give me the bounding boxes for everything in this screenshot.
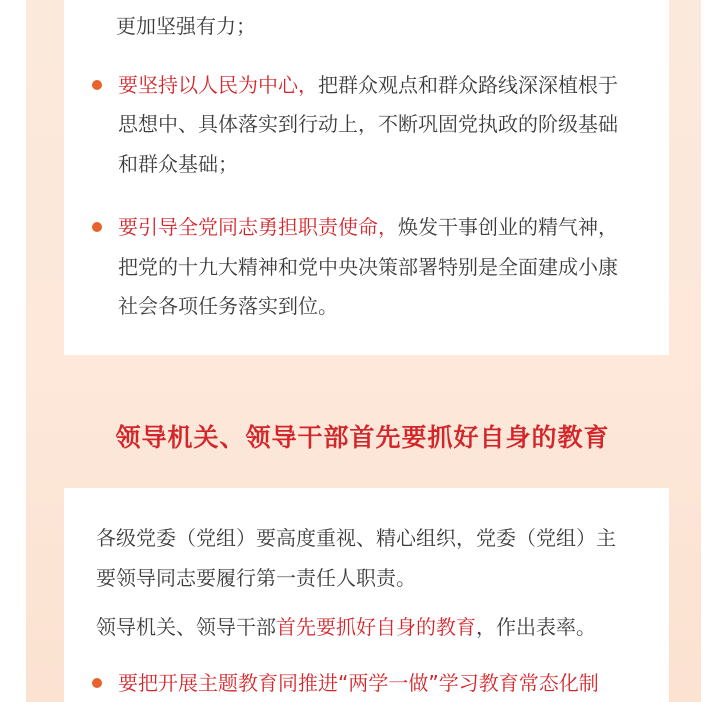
bullet-1-line-3: 和群众基础； [118,152,238,176]
bullet-2-rest: 焕发干事创业的精气神， [398,215,618,239]
bullet-dot-icon [92,80,102,90]
paragraph-2-prefix: 领导机关、领导干部 [96,615,276,639]
continuation-line: 更加坚强有力； [116,14,256,38]
bullet-1-line-1 [118,67,618,103]
section-heading: 领导机关、领导干部首先要抓好自身的教育 [115,423,610,452]
bottom-content-card [64,488,669,702]
paragraph-2-emphasis: 首先要抓好自身的教育 [276,615,476,639]
bullet-3-line-1: 要把开展主题教育同推进“两学一做”学习教育常态化制 [118,671,599,695]
top-content-card [64,0,669,355]
bullet-2-emphasis: 要引导全党同志勇担职责使命， [118,215,398,239]
bullet-1-rest: 把群众观点和群众路线深深植根于 [318,73,618,97]
bullet-1-emphasis: 要坚持以人民为中心， [118,73,318,97]
paragraph-1-line-2: 要领导同志要履行第一责任人职责。 [96,566,416,590]
paragraph-2-suffix: ，作出表率。 [476,615,596,639]
bullet-dot-icon [92,222,102,232]
bullet-2-line-3: 社会各项任务落实到位。 [118,294,338,318]
paragraph-1-line-1: 各级党委（党组）要高度重视、精心组织，党委（党组）主 [96,526,616,550]
paragraph-2 [96,609,596,645]
bullet-2-line-1 [118,209,618,245]
bullet-1-line-2: 思想中、具体落实到行动上，不断巩固党执政的阶级基础 [118,112,618,136]
bullet-2-line-2: 把党的十九大精神和党中央决策部署特别是全面建成小康 [118,255,618,279]
bullet-dot-icon [92,678,102,688]
